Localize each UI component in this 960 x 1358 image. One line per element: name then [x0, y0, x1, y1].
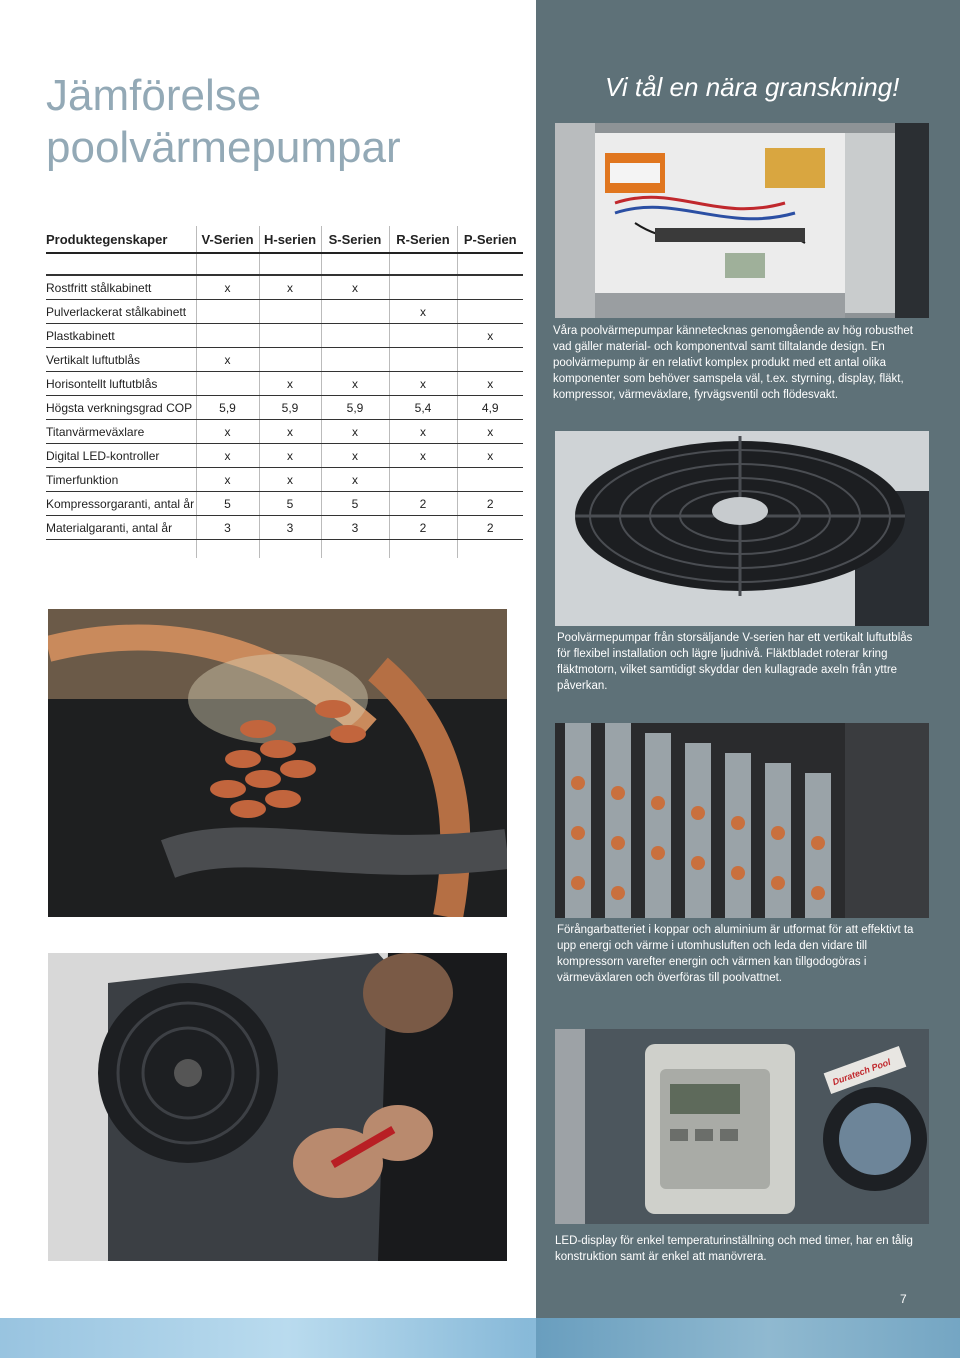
cell: x — [321, 275, 389, 300]
row-label: Rostfritt stålkabinett — [46, 275, 196, 300]
photo-led-display — [555, 1029, 929, 1224]
cell: 2 — [389, 516, 457, 540]
table-row — [46, 396, 523, 420]
caption-4: LED-display för enkel temperaturinställning och med timer, har en tålig konstruktion samt är enkel att manövrera. — [555, 1235, 913, 1263]
cell: 5,9 — [259, 396, 321, 420]
col-header: R-Serien — [389, 226, 457, 253]
cell — [389, 348, 457, 372]
row-label: Titanvärmeväxlare — [46, 420, 196, 444]
photo-evaporator — [555, 723, 929, 918]
cell — [259, 324, 321, 348]
photo-electrical-cabinet — [555, 123, 929, 318]
cell: 3 — [321, 516, 389, 540]
row-label: Horisontellt luftutblås — [46, 372, 196, 396]
cell — [321, 300, 389, 324]
copper-illustration — [48, 609, 507, 917]
cell — [457, 300, 523, 324]
table-row — [46, 372, 523, 396]
cell: 5 — [259, 492, 321, 516]
cell — [321, 348, 389, 372]
cell: 5,9 — [196, 396, 259, 420]
technician-illustration — [48, 953, 507, 1261]
cell: 3 — [196, 516, 259, 540]
caption-1: Våra poolvärmepumpar kännetecknas genomgående av hög robusthet vad gäller material- och komponentval samt tilltalande design. En poolvärmepump är en relativt komplex produkt med ett antal olika komponenter som behöver samspela väl, t.ex. styrning, display, fläkt, kompressor, värmeväxlare, fyrvägsventil och flödesvakt. — [553, 325, 913, 401]
cell — [321, 324, 389, 348]
cell: x — [457, 324, 523, 348]
title-line-2: poolvärmepumpar — [46, 123, 401, 172]
table-row — [46, 492, 523, 516]
cell: x — [321, 468, 389, 492]
col-header: H-serien — [259, 226, 321, 253]
cell: x — [457, 420, 523, 444]
cell: x — [389, 372, 457, 396]
led-display-illustration — [555, 1029, 929, 1224]
row-label: Pulverlackerat stålkabinett — [46, 300, 196, 324]
cell — [389, 275, 457, 300]
cell — [457, 468, 523, 492]
title-line-1: Jämförelse — [46, 71, 262, 120]
row-label: Vertikalt luftutblås — [46, 348, 196, 372]
cabinet-illustration — [555, 123, 929, 318]
col-header: V-Serien — [196, 226, 259, 253]
cell: x — [196, 275, 259, 300]
cell: x — [389, 444, 457, 468]
row-label: Timerfunktion — [46, 468, 196, 492]
cell: 5 — [196, 492, 259, 516]
cell — [196, 372, 259, 396]
table-row — [46, 324, 523, 348]
cell: x — [321, 444, 389, 468]
table-row — [46, 468, 523, 492]
cell: x — [259, 420, 321, 444]
cell: x — [389, 300, 457, 324]
cell — [196, 324, 259, 348]
table-row — [46, 348, 523, 372]
cell: x — [196, 348, 259, 372]
row-label: Materialgaranti, antal år — [46, 516, 196, 540]
cell — [196, 300, 259, 324]
caption-3: Förångarbatteriet i koppar och aluminium är utformat för att effektivt ta upp energi och värme i utomhusluften och leda den vidare till kompressorn varefter energin och värmen kan tillgodogöras i värmeväxlaren och överföras till poolvattnet. — [557, 924, 914, 984]
table-row — [46, 275, 523, 300]
cell — [389, 324, 457, 348]
cell — [259, 300, 321, 324]
cell: x — [389, 420, 457, 444]
cell: x — [259, 372, 321, 396]
row-label: Högsta verkningsgrad COP — [46, 396, 196, 420]
page-number: 7 — [900, 1292, 907, 1306]
photo-copper-pipes — [48, 609, 507, 917]
table-row — [46, 300, 523, 324]
cell: 4,9 — [457, 396, 523, 420]
row-label: Plastkabinett — [46, 324, 196, 348]
row-label: Kompressorgaranti, antal år — [46, 492, 196, 516]
cell: x — [196, 420, 259, 444]
cell: 5,9 — [321, 396, 389, 420]
cell: x — [457, 444, 523, 468]
cell: 2 — [389, 492, 457, 516]
table-row — [46, 420, 523, 444]
water-band — [0, 1318, 960, 1358]
cell: x — [259, 444, 321, 468]
table-row — [46, 516, 523, 540]
tagline: Vi tål en nära granskning! — [605, 72, 900, 102]
cell — [457, 348, 523, 372]
cell: 5 — [321, 492, 389, 516]
table-header-row — [46, 226, 523, 253]
row-label: Digital LED-kontroller — [46, 444, 196, 468]
cell: x — [196, 444, 259, 468]
brand-label: Duratech Pool — [831, 1056, 892, 1088]
photo-technician — [48, 953, 507, 1261]
table-row — [46, 444, 523, 468]
evaporator-illustration — [555, 723, 929, 918]
table-spacer — [46, 253, 523, 275]
cell — [259, 348, 321, 372]
cell: x — [259, 275, 321, 300]
col-header: P-Serien — [457, 226, 523, 253]
cell: 5,4 — [389, 396, 457, 420]
page-title — [46, 70, 506, 174]
cell: 2 — [457, 516, 523, 540]
cell: 3 — [259, 516, 321, 540]
cell: x — [259, 468, 321, 492]
cell — [457, 275, 523, 300]
caption-2: Poolvärmepumpar från storsäljande V-serien har ett vertikalt luftutblås för flexibel installation och lägre ljudnivå. Fläktbladet roterar kring fläktmotorn, vilket samtidigt skyddar den kullagrade axeln från yttre påverkan. — [557, 632, 913, 692]
cell: x — [321, 420, 389, 444]
cell — [389, 468, 457, 492]
cell: x — [457, 372, 523, 396]
fan-illustration — [555, 431, 929, 626]
cell: x — [196, 468, 259, 492]
cell: x — [321, 372, 389, 396]
cell: 2 — [457, 492, 523, 516]
comparison-table — [46, 226, 523, 558]
photo-fan — [555, 431, 929, 626]
col-header: Produktegenskaper — [46, 226, 196, 253]
col-header: S-Serien — [321, 226, 389, 253]
table-tail — [46, 540, 523, 559]
